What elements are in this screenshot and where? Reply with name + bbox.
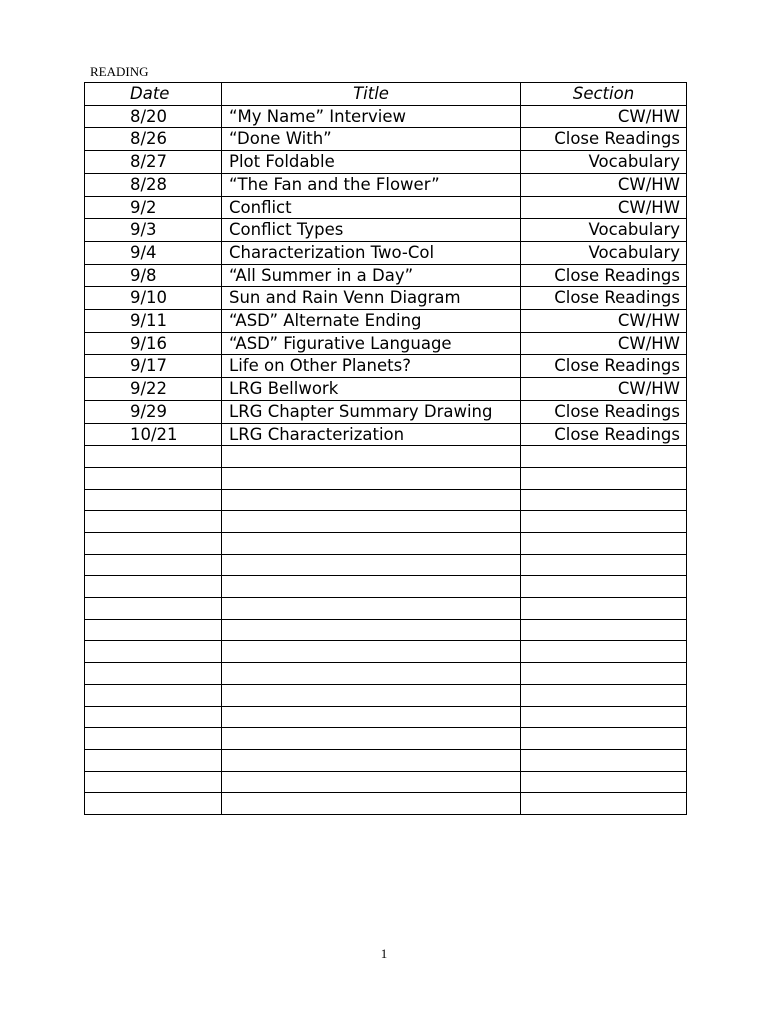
table-row xyxy=(85,173,687,196)
section-cell: CW/HW xyxy=(521,378,687,401)
section-cell: Vocabulary xyxy=(521,151,687,174)
title-cell: Life on Other Planets? xyxy=(222,355,521,378)
date-cell: 8/20 xyxy=(85,105,222,128)
empty-table-row xyxy=(85,489,687,511)
table-row xyxy=(85,378,687,401)
date-cell: 9/22 xyxy=(85,378,222,401)
empty-cell xyxy=(222,598,521,620)
empty-table-row xyxy=(85,749,687,771)
section-cell: Vocabulary xyxy=(521,241,687,264)
table-row xyxy=(85,287,687,310)
empty-cell xyxy=(85,706,222,728)
title-cell: LRG Characterization xyxy=(222,423,521,446)
empty-cell xyxy=(521,728,687,750)
empty-cell xyxy=(222,684,521,706)
date-cell: 9/3 xyxy=(85,219,222,242)
empty-cell xyxy=(85,663,222,685)
table-row xyxy=(85,196,687,219)
empty-cell xyxy=(85,749,222,771)
empty-cell xyxy=(222,554,521,576)
title-cell: LRG Chapter Summary Drawing xyxy=(222,400,521,423)
empty-cell xyxy=(521,706,687,728)
table-row xyxy=(85,105,687,128)
section-cell: Close Readings xyxy=(521,400,687,423)
column-header-section: Section xyxy=(521,83,687,106)
title-cell: Plot Foldable xyxy=(222,151,521,174)
empty-cell xyxy=(222,467,521,489)
empty-table-row xyxy=(85,619,687,641)
empty-table-row xyxy=(85,684,687,706)
empty-cell xyxy=(222,446,521,468)
section-cell: Close Readings xyxy=(521,128,687,151)
empty-table-row xyxy=(85,706,687,728)
empty-table-row xyxy=(85,511,687,533)
empty-cell xyxy=(222,728,521,750)
section-cell: Close Readings xyxy=(521,264,687,287)
empty-cell xyxy=(521,554,687,576)
empty-cell xyxy=(521,598,687,620)
empty-cell xyxy=(222,511,521,533)
empty-cell xyxy=(222,641,521,663)
date-cell: 9/16 xyxy=(85,332,222,355)
empty-table-row xyxy=(85,598,687,620)
empty-cell xyxy=(85,728,222,750)
empty-cell xyxy=(521,533,687,555)
empty-cell xyxy=(85,684,222,706)
table-row xyxy=(85,219,687,242)
empty-cell xyxy=(521,793,687,815)
empty-cell xyxy=(521,749,687,771)
date-cell: 9/2 xyxy=(85,196,222,219)
document-heading: READING xyxy=(90,64,149,79)
empty-cell xyxy=(85,793,222,815)
empty-cell xyxy=(222,533,521,555)
empty-table-row xyxy=(85,641,687,663)
empty-cell xyxy=(521,489,687,511)
empty-cell xyxy=(85,641,222,663)
empty-table-row xyxy=(85,576,687,598)
empty-table-row xyxy=(85,533,687,555)
page-number: 1 xyxy=(380,946,388,961)
table-row xyxy=(85,264,687,287)
empty-cell xyxy=(222,706,521,728)
empty-table-row xyxy=(85,446,687,468)
empty-cell xyxy=(222,489,521,511)
table-body xyxy=(85,105,687,814)
date-cell: 10/21 xyxy=(85,423,222,446)
empty-table-row xyxy=(85,467,687,489)
empty-cell xyxy=(85,771,222,793)
empty-cell xyxy=(521,511,687,533)
table-row xyxy=(85,400,687,423)
table-row xyxy=(85,423,687,446)
empty-cell xyxy=(85,467,222,489)
section-cell: Close Readings xyxy=(521,287,687,310)
column-header-title: Title xyxy=(222,83,521,106)
section-cell: Close Readings xyxy=(521,423,687,446)
title-cell: LRG Bellwork xyxy=(222,378,521,401)
empty-cell xyxy=(85,554,222,576)
title-cell: “My Name” Interview xyxy=(222,105,521,128)
title-cell: “Done With” xyxy=(222,128,521,151)
date-cell: 9/11 xyxy=(85,310,222,333)
empty-cell xyxy=(222,749,521,771)
empty-cell xyxy=(85,489,222,511)
empty-cell xyxy=(85,598,222,620)
table-row xyxy=(85,241,687,264)
date-cell: 9/10 xyxy=(85,287,222,310)
date-cell: 9/29 xyxy=(85,400,222,423)
section-cell: CW/HW xyxy=(521,196,687,219)
empty-cell xyxy=(521,663,687,685)
empty-cell xyxy=(222,793,521,815)
empty-cell xyxy=(521,619,687,641)
empty-table-row xyxy=(85,771,687,793)
section-cell: Vocabulary xyxy=(521,219,687,242)
date-cell: 8/26 xyxy=(85,128,222,151)
date-cell: 9/8 xyxy=(85,264,222,287)
section-cell: CW/HW xyxy=(521,310,687,333)
empty-cell xyxy=(222,619,521,641)
table-row xyxy=(85,332,687,355)
title-cell: Sun and Rain Venn Diagram xyxy=(222,287,521,310)
table-row xyxy=(85,310,687,333)
empty-cell xyxy=(85,446,222,468)
date-cell: 8/27 xyxy=(85,151,222,174)
date-cell: 9/17 xyxy=(85,355,222,378)
empty-cell xyxy=(85,576,222,598)
section-cell: CW/HW xyxy=(521,332,687,355)
empty-table-row xyxy=(85,663,687,685)
section-cell: CW/HW xyxy=(521,173,687,196)
empty-cell xyxy=(85,619,222,641)
reading-log-table xyxy=(84,82,687,815)
date-cell: 9/4 xyxy=(85,241,222,264)
empty-cell xyxy=(521,446,687,468)
table-row xyxy=(85,355,687,378)
empty-table-row xyxy=(85,554,687,576)
empty-cell xyxy=(222,663,521,685)
empty-table-row xyxy=(85,728,687,750)
empty-cell xyxy=(521,576,687,598)
date-cell: 8/28 xyxy=(85,173,222,196)
column-header-date: Date xyxy=(85,83,222,106)
title-cell: Conflict Types xyxy=(222,219,521,242)
section-cell: CW/HW xyxy=(521,105,687,128)
empty-cell xyxy=(222,771,521,793)
title-cell: “The Fan and the Flower” xyxy=(222,173,521,196)
empty-cell xyxy=(521,771,687,793)
title-cell: Characterization Two-Col xyxy=(222,241,521,264)
title-cell: “ASD” Figurative Language xyxy=(222,332,521,355)
title-cell: “ASD” Alternate Ending xyxy=(222,310,521,333)
table-header-row xyxy=(85,83,687,106)
title-cell: “All Summer in a Day” xyxy=(222,264,521,287)
table-row xyxy=(85,128,687,151)
empty-cell xyxy=(521,641,687,663)
empty-cell xyxy=(85,511,222,533)
empty-cell xyxy=(222,576,521,598)
empty-table-row xyxy=(85,793,687,815)
title-cell: Conflict xyxy=(222,196,521,219)
section-cell: Close Readings xyxy=(521,355,687,378)
table-row xyxy=(85,151,687,174)
empty-cell xyxy=(521,467,687,489)
empty-cell xyxy=(521,684,687,706)
empty-cell xyxy=(85,533,222,555)
